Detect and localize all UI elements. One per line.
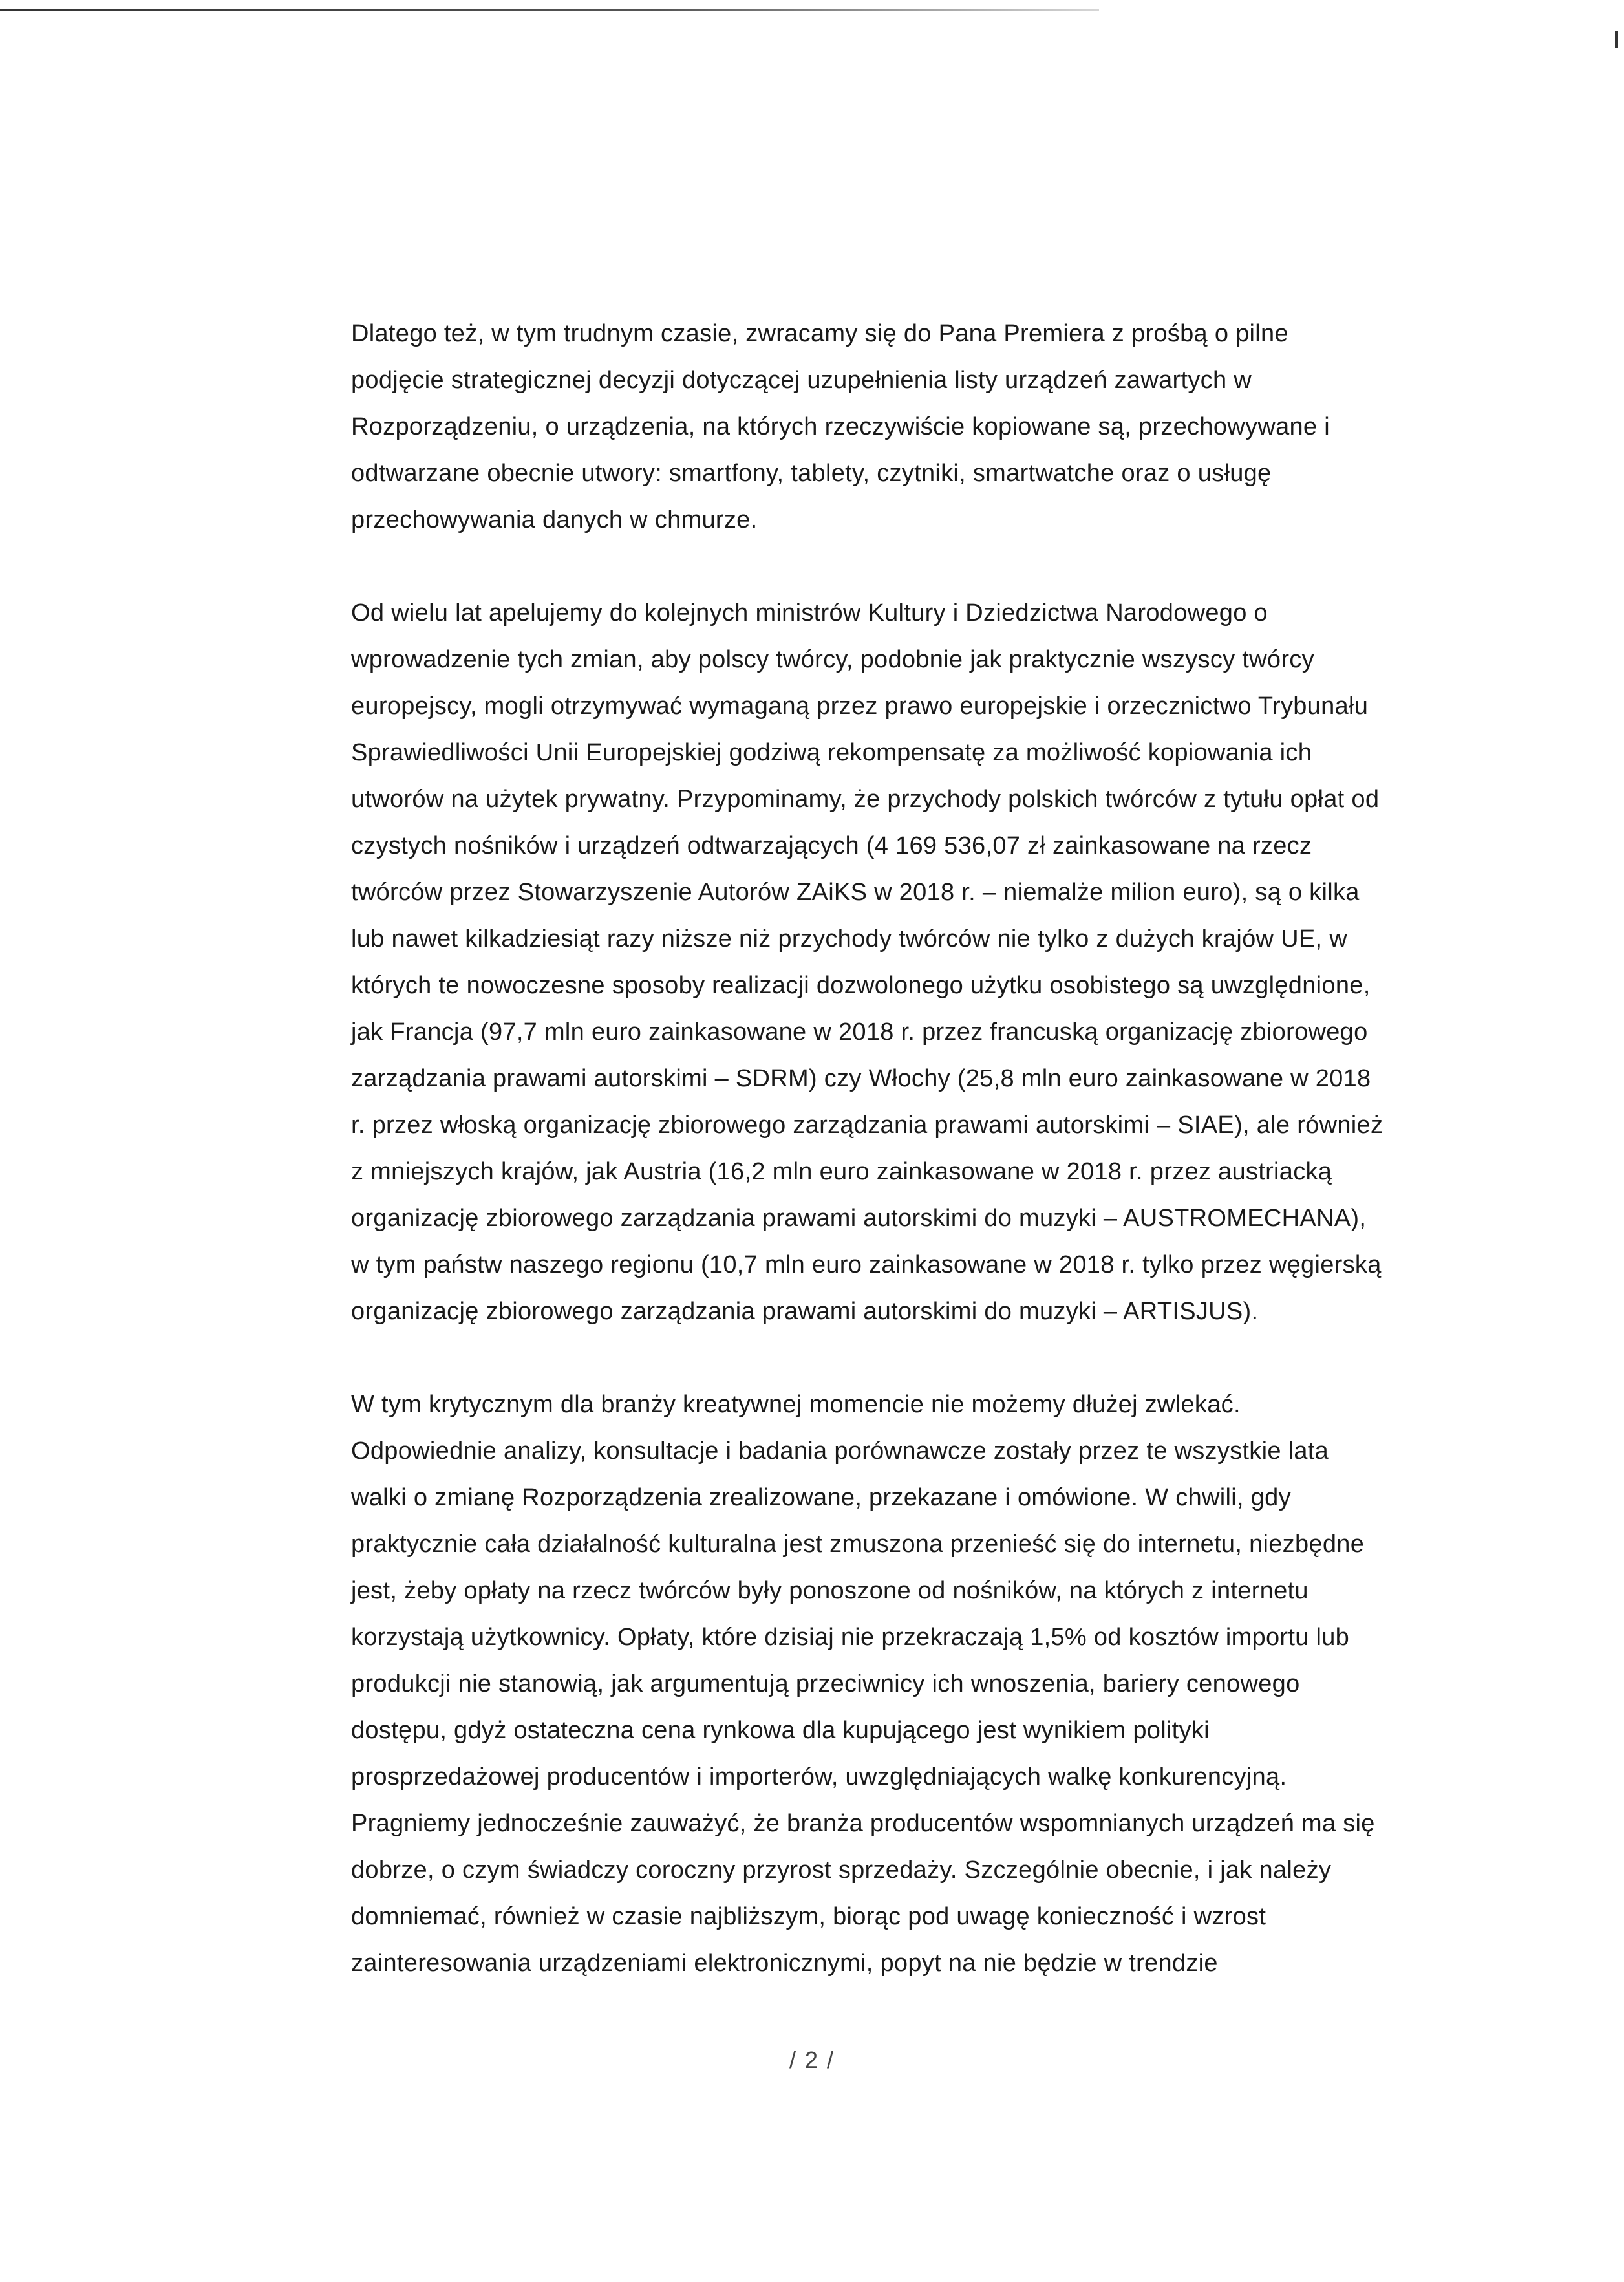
scan-mark [1615, 31, 1618, 48]
paragraph-urgency: W tym krytycznym dla branży kreatywnej momencie nie możemy dłużej zwlekać. Odpowiednie analizy, konsultacje i badania porównawcze zostały przez te wszystkie lata walki o zmianę Rozporządzenia zrealizowane, przekazane i omówione. W chwili, gdy praktycznie cała działalność kulturalna jest zmuszona przenieść się do internetu, niezbędne jest, żeby opłaty na rzecz twórców były ponoszone od nośników, na których z internetu korzystają użytkownicy. Opłaty, które dzisiaj nie przekraczają 1,5% od kosztów importu lub produkcji nie stanowią, jak argumentują przeciwnicy ich wnoszenia, bariery cenowego dostępu, gdyż ostateczna cena rynkowa dla kupującego jest wynikiem polityki prosprzedażowej producentów i importerów, uwzględniających walkę konkurencyjną. Pragniemy jednocześnie zauważyć, że branża producentów wspomnianych urządzeń ma się dobrze, o czym świadczy coroczny przyrost sprzedaży. Szczególnie obecnie, i jak należy domniemać, również w czasie najbliższym, biorąc pod uwagę konieczność i wzrost zainteresowania urządzeniami elektronicznymi, popyt na nie będzie w trendzie [351, 1391, 1375, 1977]
paragraph-appeal-history: Od wielu lat apelujemy do kolejnych ministrów Kultury i Dziedzictwa Narodowego o wprowadzenie tych zmian, aby polscy twórcy, podobnie jak praktycznie wszyscy twórcy europejscy, mogli otrzymywać wymaganą przez prawo europejskie i orzecznictwo Trybunału Sprawiedliwości Unii Europejskiej godziwą rekompensatę za możliwość kopiowania ich utworów na użytek prywatny. Przypominamy, że przychody polskich twórców z tytułu opłat od czystych nośników i urządzeń odtwarzających (4 169 536,07 zł zainkasowane na rzecz twórców przez Stowarzyszenie Autorów ZAiKS w 2018 r. – niemalże milion euro), są o kilka lub nawet kilkadziesiąt razy niższe niż przychody twórców nie tylko z dużych krajów UE, w których te nowoczesne sposoby realizacji dozwolonego użytku osobistego są uwzględnione, jak Francja (97,7 mln euro zainkasowane w 2018 r. przez francuską organizację zbiorowego zarządzania prawami autorskimi – SDRM) czy Włochy (25,8 mln euro zainkasowane w 2018 r. przez włoską organizację zbiorowego zarządzania prawami autorskimi – SIAE), ale również z mniejszych krajów, jak Austria (16,2 mln euro zainkasowane w 2018 r. przez austriacką organizację zbiorowego zarządzania prawami autorskimi do muzyki – AUSTROMECHANA), w tym państw naszego regionu (10,7 mln euro zainkasowane w 2018 r. tylko przez węgierską organizację zbiorowego zarządzania prawami autorskimi do muzyki – ARTISJUS). [351, 599, 1384, 1325]
paragraph-request: Dlatego też, w tym trudnym czasie, zwracamy się do Pana Premiera z prośbą o pilne podjęcie strategicznej decyzji dotyczącej uzupełnienia listy urządzeń zawartych w Rozporządzeniu, o urządzenia, na których rzeczywiście kopiowane są, przechowywane i odtwarzane obecnie utwory: smartfony, tablety, czytniki, smartwatche oraz o usługę przechowywania danych w chmurze. [351, 320, 1330, 533]
scan-edge-line [0, 9, 1099, 11]
letter-body [351, 310, 1385, 1986]
page-number: / 2 / [789, 2047, 835, 2073]
